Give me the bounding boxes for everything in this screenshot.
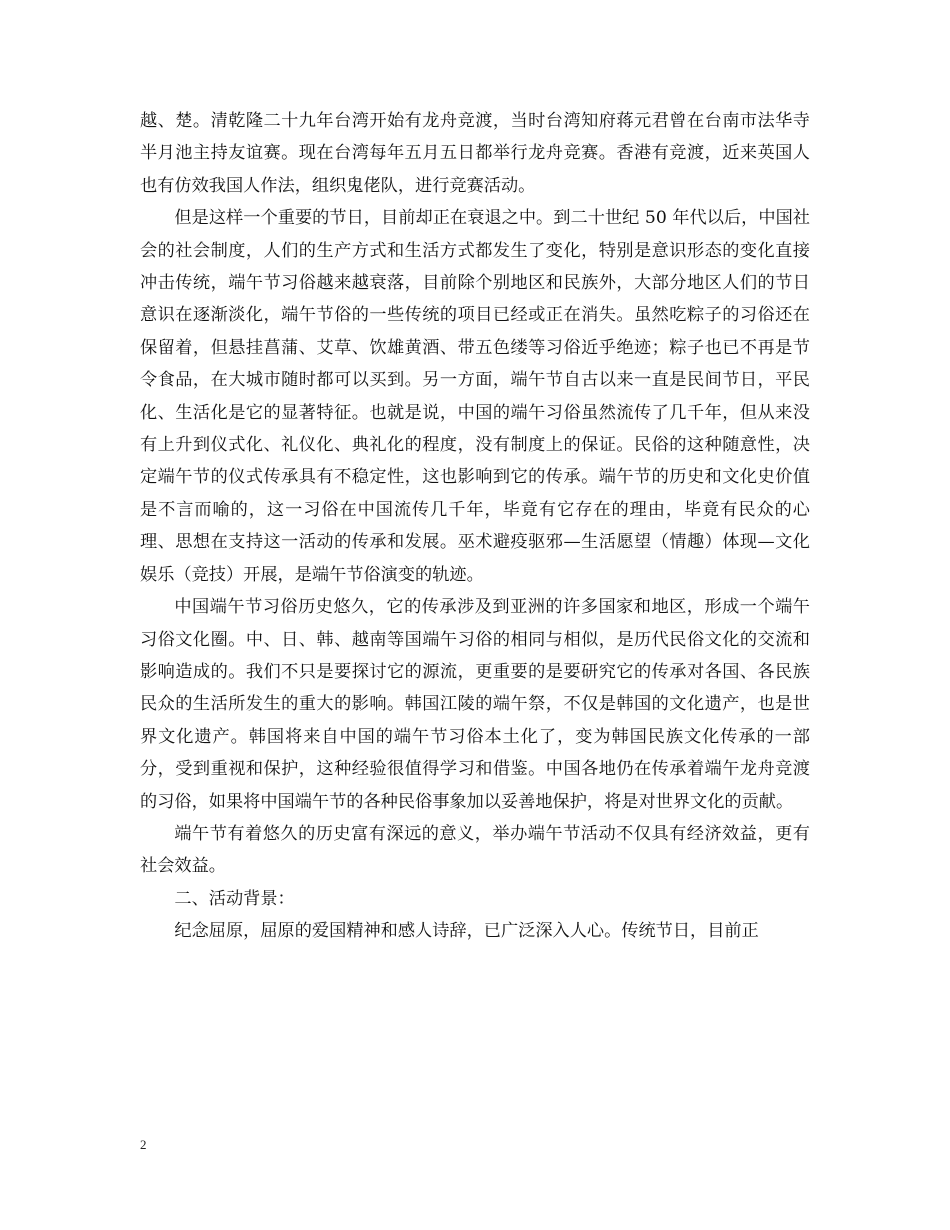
paragraph-festival-decline: 但是这样一个重要的节日，目前却正在衰退之中。到二十世纪 50 年代以后，中国社会的社会制度，人们的生产方式和生活方式都发生了变化，特别是意识形态的变化直接冲击传统，端午节习俗越来越衰落，目前除个别地区和民族外，大部分地区人们的节日意识在逐渐淡化，端午节俗的一些传统的项目已经或正在消失。虽然吃粽子的习俗还在保留着，但悬挂菖蒲、艾草、饮雄黄酒、带五色缕等习俗近乎绝迹；粽子也已不再是节令食品，在大城市随时都可以买到。另一方面，端午节自古以来一直是民间节日，平民化、生活化是它的显著特征。也就是说，中国的端午习俗虽然流传了几千年，但从来没有上升到仪式化、礼仪化、典礼化的程度，没有制度上的保证。民俗的这种随意性，决定端午节的仪式传承具有不稳定性，这也影响到它的传承。端午节的历史和文化史价值是不言而喻的，这一习俗在中国流传几千年，毕竟有它存在的理由，毕竟有民众的心理、思想在支持这一活动的传承和发展。巫术避疫驱邪—生活愿望（情趣）体现—文化娱乐（竞技）开展，是端午节俗演变的轨迹。 xyxy=(140,208,810,585)
paragraph-significance: 端午节有着悠久的历史富有深远的意义，举办端午节活动不仅具有经济效益，更有社会效益。 xyxy=(140,823,810,877)
paragraph-background: 纪念屈原，屈原的爱国精神和感人诗辞，已广泛深入人心。传统节日，目前正 xyxy=(174,921,759,942)
document-body xyxy=(140,105,810,948)
section-heading-background: 二、活动背景： xyxy=(174,888,295,909)
page-number: 2 xyxy=(140,1137,147,1152)
paragraph-continuation: 越、楚。清乾隆二十九年台湾开始有龙舟竞渡，当时台湾知府蒋元君曾在台南市法华寺半月池主持友谊赛。现在台湾每年五月五日都举行龙舟竞赛。香港有竞渡，近来英国人也有仿效我国人作法，组织鬼佬队，进行竞赛活动。 xyxy=(140,111,810,196)
paragraph-cultural-circle: 中国端午节习俗历史悠久，它的传承涉及到亚洲的许多国家和地区，形成一个端午习俗文化圈。中、日、韩、越南等国端午习俗的相同与相似，是历代民俗文化的交流和影响造成的。我们不只是要探讨它的源流，更重要的是要研究它的传承对各国、各民族民众的生活所发生的重大的影响。韩国江陵的端午祭，不仅是韩国的文化遗产，也是世界文化遗产。韩国将来自中国的端午节习俗本土化了，变为韩国民族文化传承的一部分，受到重视和保护，这种经验很值得学习和借鉴。中国各地仍在传承着端午龙舟竞渡的习俗，如果将中国端午节的各种民俗事象加以妥善地保护，将是对世界文化的贡献。 xyxy=(140,597,810,812)
